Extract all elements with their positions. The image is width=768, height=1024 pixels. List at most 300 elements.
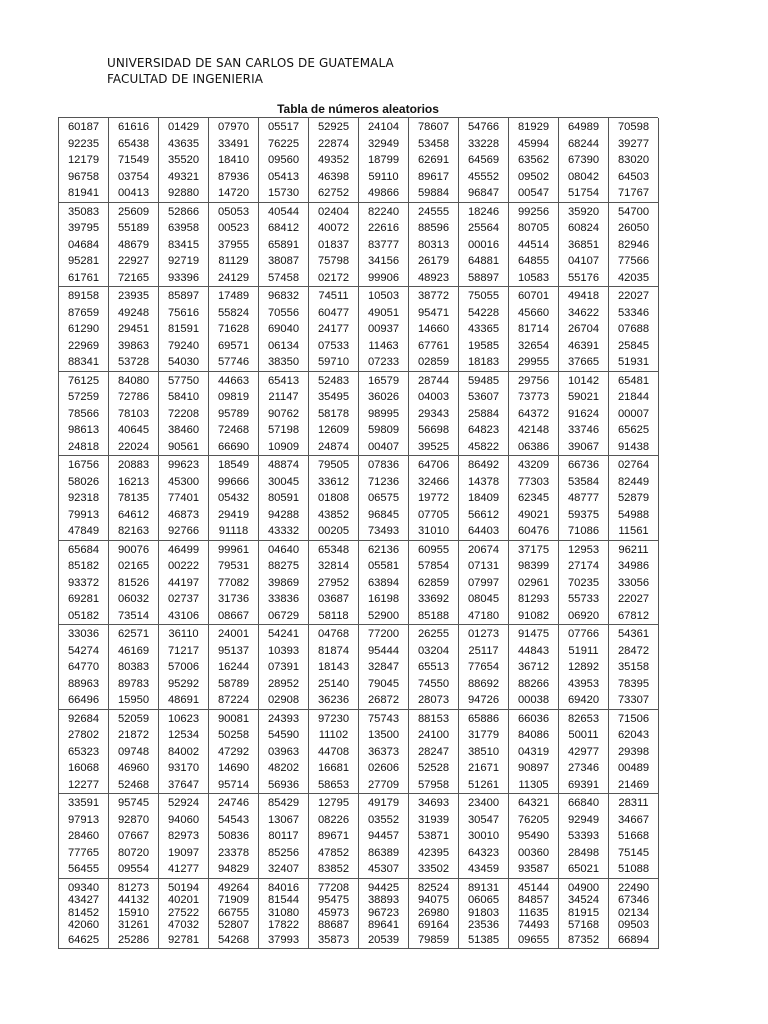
random-number: 27802	[67, 729, 100, 741]
random-number: 91803	[467, 906, 500, 919]
table-cell-block	[259, 794, 309, 879]
random-number: 58653	[317, 778, 350, 791]
random-number: 10909	[267, 440, 300, 453]
random-number: 64321	[517, 797, 550, 809]
random-number: 82240	[367, 205, 400, 218]
random-number: 00360	[517, 846, 550, 859]
random-number: 77401	[167, 492, 200, 504]
table-cell-block	[59, 541, 109, 626]
random-number: 01837	[317, 238, 350, 251]
random-number: 02908	[267, 694, 300, 706]
random-number: 35495	[317, 391, 350, 403]
table-cell-block	[459, 372, 509, 457]
random-number: 07688	[617, 323, 650, 335]
random-number: 66755	[217, 906, 250, 919]
random-number: 82973	[167, 830, 200, 842]
random-number: 65323	[67, 745, 100, 758]
random-number: 11305	[518, 778, 549, 791]
table-cell-block	[509, 372, 559, 457]
random-number: 95444	[367, 644, 400, 657]
table-cell-block	[309, 794, 359, 879]
random-number: 85429	[267, 797, 300, 809]
random-number: 45994	[517, 137, 550, 150]
random-number: 59110	[368, 170, 399, 183]
random-number: 89158	[67, 290, 100, 302]
table-cell-block	[509, 456, 559, 541]
table-cell-block	[159, 879, 209, 950]
random-number: 80313	[417, 238, 450, 251]
random-number: 85897	[167, 290, 200, 302]
random-number: 31080	[267, 906, 300, 919]
table-cell-block	[309, 541, 359, 626]
random-number: 39863	[117, 339, 150, 352]
random-number: 95292	[167, 677, 200, 690]
random-number: 39067	[567, 440, 600, 453]
random-number: 00523	[217, 222, 250, 234]
random-number: 95281	[67, 255, 100, 267]
random-number: 93587	[517, 863, 550, 875]
random-number: 59710	[317, 356, 350, 368]
random-number: 05182	[67, 609, 100, 622]
random-number: 74511	[318, 290, 349, 302]
random-number: 47849	[67, 525, 100, 537]
random-number: 28498	[567, 846, 600, 859]
random-number: 75616	[167, 306, 200, 319]
table-cell-block	[309, 372, 359, 457]
random-number: 42395	[417, 846, 450, 859]
table-cell-block	[59, 710, 109, 795]
random-number: 12892	[567, 661, 600, 673]
table-cell-block	[559, 203, 609, 288]
random-number: 37175	[517, 543, 550, 556]
random-number: 15910	[117, 906, 150, 919]
random-number: 22874	[317, 137, 350, 150]
random-number: 42148	[517, 424, 550, 436]
random-number: 54274	[67, 644, 100, 657]
random-number: 21147	[268, 391, 299, 403]
table-cell-block	[559, 794, 609, 879]
random-number: 47032	[167, 919, 200, 931]
random-number: 54766	[467, 121, 500, 133]
random-number: 52059	[117, 712, 150, 725]
random-number: 40645	[117, 424, 150, 436]
random-number: 64625	[67, 933, 100, 946]
random-number: 49021	[517, 508, 550, 521]
random-number: 63562	[517, 154, 550, 166]
random-number: 99906	[367, 271, 400, 284]
random-number: 47292	[217, 745, 250, 758]
random-number: 61761	[67, 271, 100, 284]
random-number: 34667	[617, 813, 650, 826]
random-number: 36851	[567, 238, 600, 251]
random-number: 37665	[567, 356, 600, 368]
random-number: 96845	[367, 508, 400, 521]
random-number: 82653	[567, 712, 600, 725]
random-number: 98613	[67, 424, 100, 436]
random-number: 49179	[367, 797, 400, 809]
random-number: 56455	[67, 863, 100, 875]
random-number: 92235	[67, 137, 100, 150]
table-cell-block	[559, 118, 609, 203]
random-number: 24555	[417, 205, 450, 218]
table-cell-block	[559, 879, 609, 950]
random-number: 57746	[217, 356, 250, 368]
random-number: 46873	[167, 508, 200, 521]
random-number: 07970	[217, 121, 250, 133]
table-cell-block	[309, 710, 359, 795]
random-numbers-table	[58, 117, 658, 949]
table-cell-block	[209, 203, 259, 288]
table-cell-block	[59, 794, 109, 879]
random-number: 84857	[517, 894, 550, 906]
table-cell-block	[209, 541, 259, 626]
random-number: 77303	[517, 475, 550, 488]
random-number: 74493	[517, 919, 550, 931]
random-number: 38772	[417, 290, 450, 302]
random-number: 79531	[217, 560, 250, 572]
random-number: 99666	[217, 475, 250, 488]
random-number: 85182	[67, 560, 100, 572]
random-number: 05581	[367, 560, 400, 572]
random-number: 71506	[617, 712, 650, 725]
random-number: 91475	[517, 628, 550, 640]
random-number: 38460	[167, 424, 200, 436]
random-number: 87224	[217, 694, 250, 706]
random-number: 49264	[217, 881, 250, 894]
table-cell-block	[359, 287, 409, 372]
random-number: 81591	[167, 323, 200, 335]
random-number: 35920	[567, 205, 600, 218]
random-number: 89641	[367, 919, 400, 931]
table-cell-block	[209, 625, 259, 710]
random-number: 01429	[167, 121, 200, 133]
random-number: 04684	[67, 238, 100, 251]
random-number: 40072	[317, 222, 350, 234]
table-cell-block	[59, 625, 109, 710]
random-number: 50258	[217, 729, 250, 741]
random-number: 64706	[417, 459, 450, 471]
random-number: 60476	[517, 525, 550, 537]
random-number: 33836	[267, 593, 300, 605]
random-number: 45973	[317, 906, 350, 919]
random-number: 00407	[367, 440, 400, 453]
random-number: 38893	[367, 894, 400, 906]
random-number: 11463	[368, 339, 399, 352]
random-number: 02606	[367, 762, 400, 774]
random-number: 77082	[217, 576, 250, 589]
random-number: 20539	[367, 933, 400, 946]
random-number: 32949	[367, 137, 400, 150]
random-number: 86492	[467, 459, 500, 471]
random-number: 18410	[217, 154, 250, 166]
random-number: 14690	[217, 762, 250, 774]
table-cell-block	[259, 372, 309, 457]
random-number: 62859	[417, 576, 450, 589]
table-cell-block	[359, 879, 409, 950]
random-number: 00937	[367, 323, 400, 335]
random-number: 07131	[467, 560, 500, 572]
random-number: 97913	[67, 813, 100, 826]
random-number: 81129	[218, 255, 249, 267]
table-cell-block	[509, 794, 559, 879]
random-number: 02172	[317, 271, 350, 284]
random-number: 53607	[467, 391, 500, 403]
random-number: 30547	[467, 813, 500, 826]
random-number: 24177	[317, 323, 350, 335]
random-number: 45552	[467, 170, 500, 183]
random-number: 55824	[217, 306, 250, 319]
random-number: 15950	[117, 694, 150, 706]
random-number: 52924	[167, 797, 200, 809]
table-cell-block	[609, 203, 659, 288]
random-number: 81273	[117, 881, 150, 894]
random-number: 12795	[317, 797, 350, 809]
random-number: 32814	[317, 560, 350, 572]
table-cell-block	[359, 541, 409, 626]
random-number: 90897	[517, 762, 550, 774]
random-number: 84080	[117, 374, 150, 387]
random-number: 64989	[567, 121, 600, 133]
table-cell-block	[159, 118, 209, 203]
random-number: 65413	[267, 374, 300, 387]
random-number: 31779	[467, 729, 500, 741]
random-number: 22027	[617, 290, 650, 302]
random-number: 69281	[67, 593, 100, 605]
random-number: 88153	[417, 712, 450, 725]
random-number: 78135	[117, 492, 150, 504]
random-number: 22969	[67, 339, 100, 352]
random-number: 84086	[517, 729, 550, 741]
random-number: 65891	[267, 238, 300, 251]
random-number: 28247	[417, 745, 450, 758]
random-number: 25564	[467, 222, 500, 234]
random-number: 28073	[417, 694, 450, 706]
random-number: 12534	[167, 729, 200, 741]
table-cell-block	[459, 541, 509, 626]
random-number: 18409	[467, 492, 500, 504]
random-number: 06729	[267, 609, 300, 622]
random-number: 64612	[117, 508, 150, 521]
random-number: 28460	[67, 830, 100, 842]
random-number: 00016	[467, 238, 500, 251]
table-cell-block	[209, 118, 259, 203]
random-number: 30010	[467, 830, 500, 842]
random-number: 16213	[117, 475, 150, 488]
random-number: 44843	[517, 644, 550, 657]
random-number: 59884	[417, 187, 450, 199]
random-number: 03687	[317, 593, 350, 605]
random-number: 57958	[417, 778, 450, 791]
random-number: 25286	[117, 933, 150, 946]
random-number: 52900	[367, 609, 400, 622]
random-number: 15730	[267, 187, 300, 199]
random-number: 40201	[167, 894, 200, 906]
random-number: 43635	[167, 137, 200, 150]
random-number: 25609	[117, 205, 150, 218]
random-number: 50011	[568, 729, 599, 741]
table-cell-block	[609, 118, 659, 203]
random-number: 67761	[417, 339, 450, 352]
random-number: 03754	[117, 170, 150, 183]
random-number: 00489	[617, 762, 650, 774]
random-number: 24001	[217, 628, 250, 640]
random-number: 29419	[217, 508, 250, 521]
random-number: 00547	[517, 187, 550, 199]
table-cell-block	[309, 287, 359, 372]
random-number: 74550	[417, 677, 450, 690]
random-number: 29343	[417, 407, 450, 420]
random-number: 52483	[317, 374, 350, 387]
table-cell-block	[109, 456, 159, 541]
random-number: 68244	[567, 137, 600, 150]
random-number: 09554	[117, 863, 150, 875]
table-cell-block	[259, 625, 309, 710]
random-number: 01273	[467, 628, 500, 640]
random-number: 60187	[67, 121, 100, 133]
random-number: 35520	[167, 154, 200, 166]
random-number: 95471	[417, 306, 450, 319]
random-number: 76205	[517, 813, 550, 826]
random-number: 45660	[517, 306, 550, 319]
random-number: 27709	[367, 778, 400, 791]
random-number: 24746	[217, 797, 250, 809]
random-number: 34693	[417, 797, 450, 809]
table-cell-block	[459, 287, 509, 372]
random-number: 77765	[67, 846, 100, 859]
random-number: 22027	[617, 593, 650, 605]
random-number: 03963	[267, 745, 300, 758]
table-cell-block	[309, 879, 359, 950]
random-number: 23536	[467, 919, 500, 931]
random-number: 49248	[117, 306, 150, 319]
random-number: 29451	[117, 323, 150, 335]
random-number: 71217	[167, 644, 200, 657]
random-number: 77200	[367, 628, 400, 640]
table-cell-block	[559, 287, 609, 372]
random-number: 07766	[567, 628, 600, 640]
random-number: 22024	[117, 440, 150, 453]
random-number: 53393	[567, 830, 600, 842]
random-number: 02764	[617, 459, 650, 471]
random-number: 73773	[517, 391, 550, 403]
random-number: 51931	[617, 356, 650, 368]
random-number: 94075	[417, 894, 450, 906]
table-cell-block	[559, 710, 609, 795]
random-number: 81714	[517, 323, 550, 335]
random-number: 13067	[267, 813, 300, 826]
random-number: 70235	[567, 576, 600, 589]
random-number: 91082	[517, 609, 550, 622]
random-number: 07391	[267, 661, 300, 673]
random-number: 80591	[267, 492, 300, 504]
random-number: 80117	[268, 830, 299, 842]
random-number: 91624	[567, 407, 600, 420]
random-number: 52925	[317, 121, 350, 133]
random-number: 57168	[567, 919, 600, 931]
random-number: 61616	[117, 121, 150, 133]
table-cell-block	[459, 794, 509, 879]
table-cell-block	[59, 203, 109, 288]
random-number: 18799	[367, 154, 400, 166]
random-number: 42977	[567, 745, 600, 758]
random-number: 75743	[367, 712, 400, 725]
random-number: 08667	[217, 609, 250, 622]
random-number: 81526	[117, 576, 150, 589]
table-cell-block	[259, 456, 309, 541]
random-number: 80705	[517, 222, 550, 234]
random-number: 57006	[167, 661, 200, 673]
random-number: 06920	[567, 609, 600, 622]
random-number: 29955	[517, 356, 550, 368]
random-number: 02165	[117, 560, 150, 572]
table-cell-block	[459, 710, 509, 795]
table-cell-block	[109, 625, 159, 710]
random-number: 94288	[267, 508, 300, 521]
random-number: 04107	[567, 255, 600, 267]
table-cell-block	[409, 879, 459, 950]
random-number: 68412	[267, 222, 300, 234]
random-number: 99256	[517, 205, 550, 218]
random-number: 48923	[417, 271, 450, 284]
random-number: 57750	[167, 374, 200, 387]
random-number: 98399	[517, 560, 550, 572]
random-number: 92949	[567, 813, 600, 826]
random-number: 72468	[217, 424, 250, 436]
table-cell-block	[609, 541, 659, 626]
table-cell-block	[359, 625, 409, 710]
random-number: 58897	[467, 271, 500, 284]
random-number: 54268	[217, 933, 250, 946]
random-number: 54700	[617, 205, 650, 218]
random-number: 27952	[317, 576, 350, 589]
random-number: 14720	[217, 187, 250, 199]
random-number: 88275	[267, 560, 300, 572]
random-number: 36026	[367, 391, 400, 403]
random-number: 30045	[267, 475, 300, 488]
random-number: 72208	[167, 407, 200, 420]
random-number: 05413	[267, 170, 300, 183]
random-number: 64881	[467, 255, 500, 267]
random-number: 36110	[168, 628, 199, 640]
random-number: 27346	[567, 762, 600, 774]
random-number: 89671	[317, 830, 350, 842]
random-number: 27174	[567, 560, 600, 572]
random-number: 43459	[467, 863, 500, 875]
random-number: 07667	[117, 830, 150, 842]
random-number: 08045	[467, 593, 500, 605]
table-cell-block	[109, 203, 159, 288]
random-number: 87936	[217, 170, 250, 183]
random-number: 69420	[567, 694, 600, 706]
random-number: 94425	[367, 881, 400, 894]
random-number: 24100	[417, 729, 450, 741]
random-number: 44663	[217, 374, 250, 387]
random-number: 07836	[367, 459, 400, 471]
table-cell-block	[109, 879, 159, 950]
random-number: 83777	[367, 238, 400, 251]
random-number: 48679	[117, 238, 150, 251]
random-number: 82163	[117, 525, 150, 537]
random-number: 65625	[617, 424, 650, 436]
random-number: 34156	[367, 255, 400, 267]
random-number: 04319	[517, 745, 550, 758]
table-cell-block	[59, 118, 109, 203]
random-number: 80383	[117, 661, 150, 673]
random-number: 56936	[267, 778, 300, 791]
random-number: 39869	[267, 576, 300, 589]
random-number: 53584	[567, 475, 600, 488]
random-number: 90076	[117, 543, 150, 556]
